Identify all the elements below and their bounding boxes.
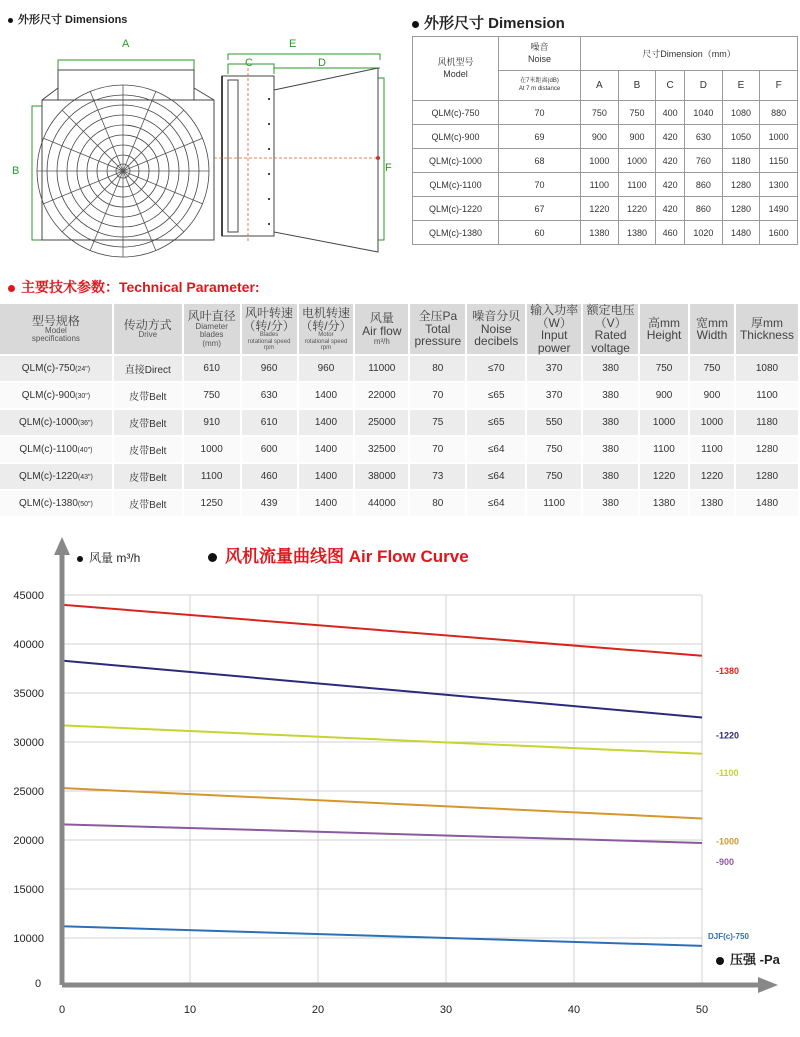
noise-header bbox=[499, 37, 581, 71]
dim-value: 420 bbox=[656, 125, 685, 149]
tech-voltage: 380 bbox=[582, 463, 639, 490]
series-label: -1220 bbox=[716, 730, 740, 741]
dimensions-heading-text: 外形尺寸 Dimensions bbox=[18, 14, 128, 26]
tech-voltage: 380 bbox=[582, 490, 639, 517]
tech-drive: 皮带Belt bbox=[113, 382, 183, 409]
dim-value: 420 bbox=[656, 197, 685, 221]
chart-grid bbox=[62, 595, 702, 985]
tech-dia: 1100 bbox=[183, 463, 241, 490]
tech-header-en: Air flow bbox=[362, 323, 402, 338]
tech-header-en: （W） bbox=[536, 315, 572, 330]
y-tick-label: 10000 bbox=[13, 933, 44, 945]
tech-dia: 750 bbox=[183, 382, 241, 409]
dim-value: 1180 bbox=[722, 149, 760, 173]
dimension-row bbox=[413, 101, 798, 125]
series-label: -900 bbox=[716, 856, 735, 867]
size-header: 尺寸Dimension（mm） bbox=[581, 37, 798, 71]
tech-dia: 1000 bbox=[183, 436, 241, 463]
label-b: B bbox=[12, 165, 20, 177]
x-axis-arrow-icon bbox=[758, 977, 778, 993]
label-e: E bbox=[289, 38, 297, 50]
tech-model-name: QLM(c)-1380 bbox=[19, 498, 78, 510]
tech-header-en: (mm) bbox=[202, 338, 221, 348]
tech-power: 1100 bbox=[526, 490, 582, 517]
tech-model-name: QLM(c)-1220 bbox=[19, 471, 78, 483]
tech-header-en: decibels bbox=[474, 334, 519, 349]
y-tick-label: 45000 bbox=[13, 590, 44, 602]
tech-power: 370 bbox=[526, 382, 582, 409]
tech-header-cell bbox=[241, 304, 298, 355]
tech-header-en: power bbox=[537, 340, 571, 355]
label-c: C bbox=[245, 57, 253, 69]
tech-header-cn: 风量 bbox=[369, 311, 394, 326]
tech-model-name: QLM(c)-750 bbox=[21, 363, 76, 375]
dim-model: QLM(c)-1380 bbox=[413, 221, 499, 245]
tech-motor-rpm: 1400 bbox=[298, 463, 355, 490]
tech-drive: 皮带Belt bbox=[113, 490, 183, 517]
tech-header-en: blades bbox=[199, 330, 224, 340]
dim-value: 860 bbox=[685, 197, 723, 221]
tech-header-en: Noise bbox=[480, 321, 512, 336]
y-tick-label: 30000 bbox=[13, 737, 44, 749]
dim-value: 1220 bbox=[618, 197, 656, 221]
tech-header-cn: 高mm bbox=[648, 315, 681, 330]
tech-flow: 22000 bbox=[354, 382, 409, 409]
dim-value: 400 bbox=[656, 101, 685, 125]
tech-width: 1000 bbox=[689, 409, 735, 436]
bullet-icon bbox=[77, 556, 83, 562]
dim-noise: 69 bbox=[499, 125, 581, 149]
series-line bbox=[62, 605, 702, 656]
tech-model bbox=[0, 490, 113, 517]
tech-header-cell bbox=[735, 304, 799, 355]
dim-noise: 70 bbox=[499, 173, 581, 197]
dim-value: 460 bbox=[656, 221, 685, 245]
dimension-row bbox=[413, 173, 798, 197]
series-label: -1100 bbox=[716, 767, 739, 778]
tech-header-en: Rated bbox=[594, 328, 627, 343]
tech-row bbox=[0, 382, 799, 409]
dim-value: 860 bbox=[685, 173, 723, 197]
series-line bbox=[62, 725, 702, 753]
tech-model-inch: (50") bbox=[77, 501, 93, 509]
tech-model bbox=[0, 355, 113, 382]
tech-header-cn: 噪音分贝 bbox=[472, 309, 521, 324]
tech-header-en: Model bbox=[45, 326, 67, 336]
tech-header-cell bbox=[639, 304, 689, 355]
tech-height: 1100 bbox=[639, 436, 689, 463]
y-axis-arrow-icon bbox=[54, 537, 70, 555]
y-axis-label-text: 风量 m³/h bbox=[89, 551, 141, 565]
tech-header-en: （V） bbox=[594, 315, 627, 330]
dim-value: 420 bbox=[656, 173, 685, 197]
tech-model-inch: (30") bbox=[75, 393, 91, 401]
tech-blade-rpm: 610 bbox=[241, 409, 298, 436]
tech-header-cn: 输入功率 bbox=[530, 303, 579, 317]
tech-model-inch: (43") bbox=[77, 474, 93, 482]
tech-header-cell bbox=[466, 304, 526, 355]
tech-pressure: 75 bbox=[409, 409, 466, 436]
tech-header-en: m³/h bbox=[373, 336, 390, 346]
tech-header-cn: 型号规格 bbox=[31, 313, 80, 328]
tech-height: 900 bbox=[639, 382, 689, 409]
col-b: B bbox=[618, 71, 656, 101]
tech-header-en: pressure bbox=[414, 334, 462, 349]
bullet-icon bbox=[8, 285, 15, 292]
dim-value: 750 bbox=[618, 101, 656, 125]
series-label: -1000 bbox=[716, 836, 740, 847]
dim-value: 1100 bbox=[581, 173, 619, 197]
x-tick-label: 10 bbox=[183, 1004, 197, 1016]
fan-drawing bbox=[0, 28, 410, 258]
tech-motor-rpm: 960 bbox=[298, 355, 355, 382]
tech-row bbox=[0, 490, 799, 517]
tech-header-en: rotational speed bbox=[304, 338, 348, 345]
dim-value: 1220 bbox=[581, 197, 619, 221]
dimension-row bbox=[413, 197, 798, 221]
tech-dia: 1250 bbox=[183, 490, 241, 517]
tech-pressure: 70 bbox=[409, 382, 466, 409]
dim-value: 750 bbox=[581, 101, 619, 125]
tech-motor-rpm: 1400 bbox=[298, 409, 355, 436]
tech-header-en: specifications bbox=[31, 334, 80, 344]
tech-heading-text: 主要技术参数：Technical Parameter: bbox=[21, 279, 260, 295]
y-tick-label: 25000 bbox=[13, 786, 44, 798]
dim-value: 1000 bbox=[760, 125, 798, 149]
tech-blade-rpm: 630 bbox=[241, 382, 298, 409]
dim-model: QLM(c)-900 bbox=[413, 125, 499, 149]
tech-flow: 32500 bbox=[354, 436, 409, 463]
tech-row bbox=[0, 463, 799, 490]
tech-table bbox=[0, 304, 800, 518]
tech-voltage: 380 bbox=[582, 409, 639, 436]
x-tick-label: 0 bbox=[58, 1004, 66, 1016]
tech-noise: ≤65 bbox=[466, 409, 526, 436]
tech-model-name: QLM(c)-1000 bbox=[19, 417, 78, 429]
tech-model-inch: (40") bbox=[77, 447, 93, 455]
tech-header-en: Input bbox=[540, 328, 568, 343]
tech-header-cn: 厚mm bbox=[750, 315, 783, 330]
tech-voltage: 380 bbox=[582, 355, 639, 382]
col-c: C bbox=[656, 71, 685, 101]
tech-height: 1380 bbox=[639, 490, 689, 517]
dim-model: QLM(c)-1100 bbox=[413, 173, 499, 197]
tech-flow: 44000 bbox=[354, 490, 409, 517]
dim-value: 1020 bbox=[685, 221, 723, 245]
tech-power: 370 bbox=[526, 355, 582, 382]
tech-height: 1220 bbox=[639, 463, 689, 490]
dimension-row bbox=[413, 149, 798, 173]
tech-motor-rpm: 1400 bbox=[298, 490, 355, 517]
tech-flow: 11000 bbox=[354, 355, 409, 382]
label-f: F bbox=[385, 162, 392, 174]
noise-header-cn: 噪音 bbox=[530, 41, 549, 52]
tech-drive: 皮带Belt bbox=[113, 436, 183, 463]
tech-motor-rpm: 1400 bbox=[298, 436, 355, 463]
model-header-cn: 风机型号 bbox=[437, 56, 474, 67]
x-tick-label: 20 bbox=[311, 1004, 325, 1016]
tech-header-en: rpm bbox=[320, 344, 332, 351]
tech-drive: 直接Direct bbox=[113, 355, 183, 382]
tech-thick: 1180 bbox=[735, 409, 799, 436]
tech-header-en: Blades bbox=[259, 332, 279, 339]
y-axis-label bbox=[77, 549, 140, 566]
dim-value: 630 bbox=[685, 125, 723, 149]
y-tick-label: 20000 bbox=[13, 835, 44, 847]
model-header-en: Model bbox=[443, 68, 468, 79]
tech-header-cell bbox=[409, 304, 466, 355]
tech-dia: 910 bbox=[183, 409, 241, 436]
dim-value: 1600 bbox=[760, 221, 798, 245]
tech-noise: ≤64 bbox=[466, 463, 526, 490]
tech-drive: 皮带Belt bbox=[113, 409, 183, 436]
tech-header-en: Thickness bbox=[739, 328, 794, 343]
tech-width: 1100 bbox=[689, 436, 735, 463]
dim-model: QLM(c)-750 bbox=[413, 101, 499, 125]
tech-header-cell bbox=[183, 304, 241, 355]
dim-value: 1490 bbox=[760, 197, 798, 221]
tech-pressure: 70 bbox=[409, 436, 466, 463]
series-line bbox=[62, 788, 702, 818]
tech-blade-rpm: 600 bbox=[241, 436, 298, 463]
noise-note bbox=[499, 71, 581, 101]
tech-header-cell bbox=[0, 304, 113, 355]
series-label: -1380 bbox=[716, 665, 740, 676]
tech-header-cell bbox=[689, 304, 735, 355]
tech-header-en: Width bbox=[696, 328, 728, 343]
y-tick-label: 35000 bbox=[13, 688, 44, 700]
tech-header-en: Height bbox=[646, 328, 682, 343]
tech-flow: 25000 bbox=[354, 409, 409, 436]
dim-value: 420 bbox=[656, 149, 685, 173]
tech-header-en: Drive bbox=[138, 330, 158, 340]
series-label: DJF(c)-750 bbox=[708, 932, 749, 941]
bullet-icon bbox=[412, 21, 419, 28]
tech-header-cn: 风叶转速 bbox=[245, 306, 294, 321]
tech-model-name: QLM(c)-1100 bbox=[19, 444, 78, 456]
x-tick-label: 50 bbox=[695, 1004, 709, 1016]
tech-noise: ≤65 bbox=[466, 382, 526, 409]
chart-title bbox=[208, 542, 469, 567]
tech-header-cell bbox=[298, 304, 355, 355]
chart-series-labels bbox=[708, 666, 749, 941]
label-d: D bbox=[318, 57, 326, 69]
dim-value: 1100 bbox=[618, 173, 656, 197]
dim-value: 1380 bbox=[618, 221, 656, 245]
tech-pressure: 80 bbox=[409, 355, 466, 382]
col-e: E bbox=[722, 71, 760, 101]
tech-noise: ≤64 bbox=[466, 490, 526, 517]
col-f: F bbox=[760, 71, 798, 101]
tech-height: 1000 bbox=[639, 409, 689, 436]
bullet-icon bbox=[716, 957, 724, 965]
dimension-row bbox=[413, 221, 798, 245]
tech-row bbox=[0, 436, 799, 463]
bullet-icon bbox=[8, 18, 13, 23]
dimension-table-body bbox=[413, 101, 798, 245]
tech-power: 550 bbox=[526, 409, 582, 436]
tech-header-cn: 传动方式 bbox=[123, 317, 172, 332]
tech-model bbox=[0, 382, 113, 409]
tech-table-body bbox=[0, 355, 799, 517]
tech-thick: 1280 bbox=[735, 436, 799, 463]
tech-row bbox=[0, 355, 799, 382]
tech-header-en: rpm bbox=[263, 344, 275, 351]
chart-title-text: 风机流量曲线图 Air Flow Curve bbox=[225, 547, 469, 566]
tech-noise: ≤64 bbox=[466, 436, 526, 463]
tech-motor-rpm: 1400 bbox=[298, 382, 355, 409]
tech-voltage: 380 bbox=[582, 436, 639, 463]
x-axis-label bbox=[716, 949, 780, 968]
tech-model-inch: (24") bbox=[75, 366, 91, 374]
tech-header-en: voltage bbox=[591, 340, 630, 355]
noise-note-cn: 在7米距离(dB) bbox=[520, 78, 559, 85]
dim-value: 1040 bbox=[685, 101, 723, 125]
dim-noise: 70 bbox=[499, 101, 581, 125]
dim-noise: 67 bbox=[499, 197, 581, 221]
tech-model bbox=[0, 409, 113, 436]
dim-model: QLM(c)-1000 bbox=[413, 149, 499, 173]
y-tick-label: 40000 bbox=[13, 639, 44, 651]
x-tick-label: 30 bbox=[439, 1004, 453, 1016]
dim-value: 900 bbox=[581, 125, 619, 149]
dim-value: 1150 bbox=[760, 149, 798, 173]
dimension-table bbox=[412, 36, 798, 245]
tech-header-en: （转/分） bbox=[300, 318, 352, 333]
dim-noise: 68 bbox=[499, 149, 581, 173]
tech-header-en: rotational speed bbox=[247, 338, 291, 345]
tech-power: 750 bbox=[526, 436, 582, 463]
tech-drive: 皮带Belt bbox=[113, 463, 183, 490]
tech-width: 1220 bbox=[689, 463, 735, 490]
tech-header-cn: 全压Pa bbox=[418, 309, 458, 324]
x-tick-label: 40 bbox=[567, 1004, 581, 1016]
tech-thick: 1100 bbox=[735, 382, 799, 409]
dimension-row bbox=[413, 125, 798, 149]
dim-value: 900 bbox=[618, 125, 656, 149]
tech-model-name: QLM(c)-900 bbox=[21, 390, 76, 402]
model-header bbox=[413, 37, 499, 101]
dimension-table-heading-text: 外形尺寸 Dimension bbox=[424, 15, 565, 32]
tech-thick: 1480 bbox=[735, 490, 799, 517]
tech-header-cell bbox=[582, 304, 639, 355]
tech-header-cn: 风叶直径 bbox=[187, 309, 236, 324]
dim-value: 1000 bbox=[581, 149, 619, 173]
tech-model-inch: (36") bbox=[77, 420, 93, 428]
tech-row bbox=[0, 409, 799, 436]
tech-blade-rpm: 460 bbox=[241, 463, 298, 490]
tech-pressure: 80 bbox=[409, 490, 466, 517]
tech-header-cn: 额定电压 bbox=[586, 303, 635, 317]
tech-header-en: （转/分） bbox=[243, 318, 295, 333]
dim-model: QLM(c)-1220 bbox=[413, 197, 499, 221]
tech-header-en: Motor bbox=[318, 332, 334, 339]
col-a: A bbox=[581, 71, 619, 101]
tech-height: 750 bbox=[639, 355, 689, 382]
dimensions-heading bbox=[8, 11, 127, 27]
tech-model bbox=[0, 463, 113, 490]
noise-note-en: At 7 m distance bbox=[518, 85, 561, 92]
tech-blade-rpm: 439 bbox=[241, 490, 298, 517]
noise-header-en: Noise bbox=[527, 53, 551, 64]
label-a: A bbox=[122, 38, 130, 50]
dim-value: 760 bbox=[685, 149, 723, 173]
tech-width: 750 bbox=[689, 355, 735, 382]
air-flow-chart bbox=[0, 535, 800, 1037]
dimension-table-heading bbox=[412, 12, 565, 33]
y-tick-label: 15000 bbox=[13, 884, 44, 896]
tech-pressure: 73 bbox=[409, 463, 466, 490]
tech-thick: 1080 bbox=[735, 355, 799, 382]
tech-header-cell bbox=[113, 304, 183, 355]
series-line bbox=[62, 661, 702, 718]
tech-header-en: Diameter bbox=[195, 321, 228, 331]
dim-value: 1300 bbox=[760, 173, 798, 197]
y-tick-zero: 0 bbox=[34, 978, 42, 990]
tech-width: 1380 bbox=[689, 490, 735, 517]
dim-value: 1050 bbox=[722, 125, 760, 149]
tech-dia: 610 bbox=[183, 355, 241, 382]
tech-blade-rpm: 960 bbox=[241, 355, 298, 382]
dim-value: 1480 bbox=[722, 221, 760, 245]
dim-value: 1000 bbox=[618, 149, 656, 173]
dim-value: 1280 bbox=[722, 173, 760, 197]
tech-table-header bbox=[0, 304, 799, 355]
tech-width: 900 bbox=[689, 382, 735, 409]
tech-power: 750 bbox=[526, 463, 582, 490]
x-axis-label-text: 压强 -Pa bbox=[730, 952, 780, 967]
tech-header-cell bbox=[354, 304, 409, 355]
tech-header-en: Total bbox=[425, 321, 451, 336]
tech-header-cn: 电机转速 bbox=[301, 306, 350, 321]
chart-series bbox=[62, 605, 702, 946]
tech-header-cn: 宽mm bbox=[695, 315, 728, 330]
tech-noise: ≤70 bbox=[466, 355, 526, 382]
tech-voltage: 380 bbox=[582, 382, 639, 409]
dim-value: 1280 bbox=[722, 197, 760, 221]
col-d: D bbox=[685, 71, 723, 101]
tech-heading bbox=[8, 277, 260, 297]
tech-thick: 1280 bbox=[735, 463, 799, 490]
dim-value: 880 bbox=[760, 101, 798, 125]
tech-header-cell bbox=[526, 304, 582, 355]
dim-noise: 60 bbox=[499, 221, 581, 245]
tech-model bbox=[0, 436, 113, 463]
tech-flow: 38000 bbox=[354, 463, 409, 490]
dim-value: 1380 bbox=[581, 221, 619, 245]
dim-value: 1080 bbox=[722, 101, 760, 125]
series-line bbox=[62, 926, 702, 946]
bullet-icon bbox=[208, 553, 217, 562]
